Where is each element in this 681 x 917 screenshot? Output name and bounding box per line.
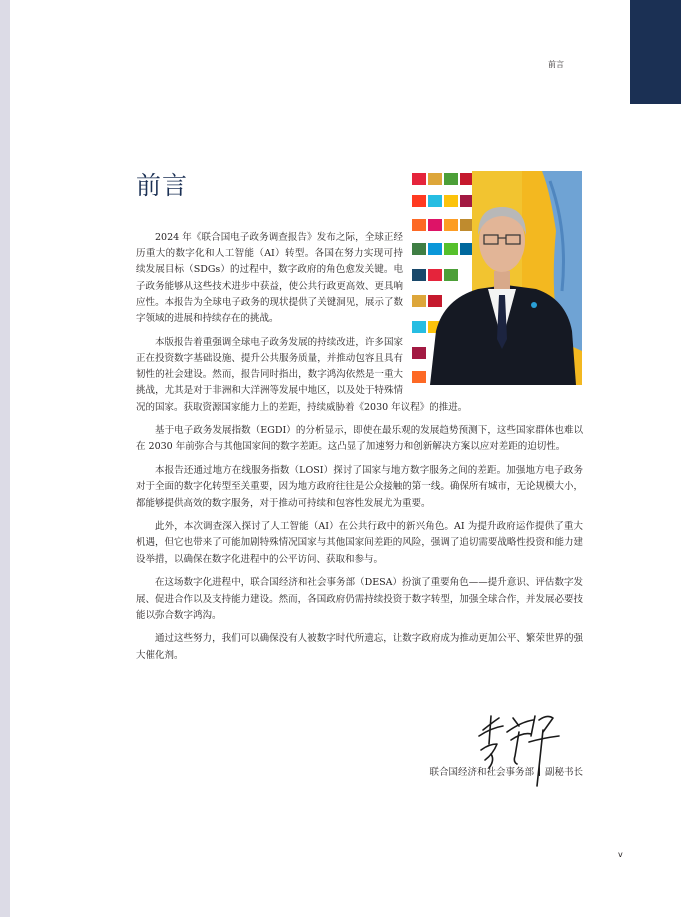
signatory-title <box>429 764 583 778</box>
page-title: 前言 <box>136 171 189 200</box>
title-divider <box>539 766 540 776</box>
paragraph: 基于电子政务发展指数（EGDI）的分析显示，即使在最乐观的发展趋势预测下，这些国家群体也难以在 2030 年前弥合与其他国家间的数字差距。这凸显了加速努力和创新解决方案以应对差距的迫切性。 <box>136 425 583 453</box>
paragraph: 通过这些努力，我们可以确保没有人被数字时代所遗忘，让数字政府成为推动更加公平、繁荣世界的强大催化剂。 <box>136 633 583 661</box>
running-header: 前言 <box>548 60 564 69</box>
paragraph: 本版报告着重强调全球电子政务发展的持续改进，许多国家正在投资数字基础设施、提升公共服务质量，并推动包容且具有韧性的社会建设。然而，报告同时指出，数字鸿沟依然是一重大挑战，尤其是对于非洲和大洋洲等发展中地区，以及处于特殊情况的国家。获取资源国家能力上的差距，持续威胁着《2030 年议程》的推进。 <box>136 336 468 413</box>
signatory-position: 副秘书长 <box>544 767 583 778</box>
page-edge-strip <box>0 0 10 917</box>
paragraph: 在这场数字化进程中，联合国经济和社会事务部（DESA）扮演了重要角色——提升意识、评估数字发展、促进合作以及支持能力建设。然而，各国政府仍需持续投资于数字转型，加强全球合作，并发展必要技能以弥合数字鸿沟。 <box>136 577 583 621</box>
page-number: v <box>618 850 623 859</box>
paragraph: 本报告还通过地方在线服务指数（LOSI）探讨了国家与地方数字服务之间的差距。加强地方电子政务对于全面的数字化转型至关重要，因为地方政府往往是公众接触的第一线。确保所有城市，无论规模大小，都能够提供高效的数字服务，对于推动可持续和包容性发展尤为重要。 <box>136 465 583 509</box>
paragraph: 此外，本次调查深入探讨了人工智能（AI）在公共行政中的新兴角色。AI 为提升政府运作提供了重大机遇，但它也带来了可能加剧特殊情况国家与其他国家间差距的风险，强调了追切需要战略性投资和能力建设举措，以确保在数字化进程中的公平访问、获取和参与。 <box>136 521 583 565</box>
signatory-organization: 联合国经济和社会事务部 <box>429 767 534 778</box>
paragraph: 2024 年《联合国电子政务调查报告》发布之际，全球正经历重大的数字化和人工智能（AI）转型。各国在努力实现可持续发展目标（SDGs）的过程中，数字政府的角色愈发关键。电子政务能够从这些技术进步中获益，使公共行政更高效、更具响应性。本报告为全球电子政务的现状提供了关键洞见，展示了数字领域的进展和持续存在的挑战。 <box>136 232 403 325</box>
chapter-tab <box>630 0 681 104</box>
foreword-body <box>136 230 583 671</box>
